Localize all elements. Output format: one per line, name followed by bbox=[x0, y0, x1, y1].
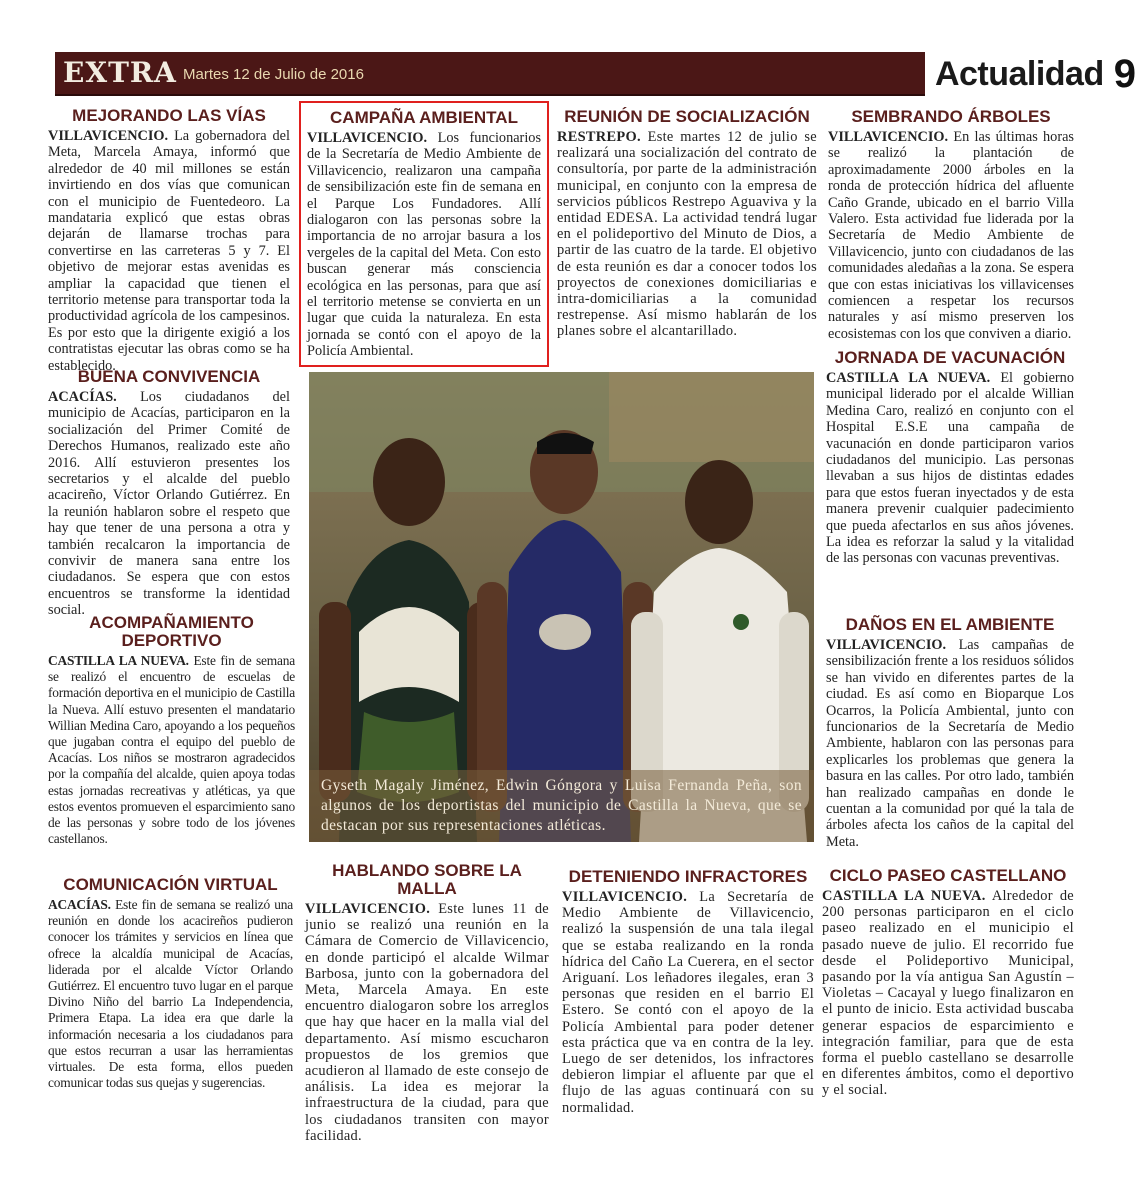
article-body bbox=[562, 889, 814, 1116]
article-mejorando-vias bbox=[48, 107, 290, 374]
article-title: COMUNICACIÓN VIRTUAL bbox=[63, 875, 278, 894]
article-jornada-vacunacion bbox=[826, 349, 1074, 567]
article-text: Este lunes 11 de junio se realizó una reunión en la Cámara de Comercio de Villavicencio, en donde participó el alcalde Wilmar Barbosa, junto con la gobernadora del Meta, Marcela Amaya. En este encuentro dialogaron sobre los arreglos que hay que hacer en la malla vial del departamento. Así mismo escucharon propuestos de los gremios que acudieron al llamado de este consejo de análisis. La idea es mejorar la infraestructura de la ciudad, para que los ciudadanos transiten con mayor facilidad. bbox=[305, 901, 549, 1144]
article-body bbox=[48, 653, 295, 847]
article-acompanamiento-deportivo bbox=[48, 614, 295, 847]
article-buena-convivencia bbox=[48, 368, 290, 619]
article-location: VILLAVICENCIO. bbox=[48, 128, 169, 144]
article-title: BUENA CONVIVENCIA bbox=[77, 367, 261, 386]
article-ciclo-paseo bbox=[822, 867, 1074, 1099]
article-location: ACACÍAS. bbox=[48, 897, 111, 912]
article-location: ACACÍAS. bbox=[48, 389, 117, 405]
article-text: Los funcionarios de la Secretaría de Medio Ambiente de Villavicencio, realizaron una campaña de sensibilización este fin de semana en el Parque Los Fundadores. Allí dialogaron con las personas sobre la importancia de no arrojar basura a los vergeles de la capital del Meta. Con esto buscan generar más consciencia ecológica en las personas, para que así el territorio metense se convierta en un lugar que cuida la naturaleza. En esta jornada se contó con el apoyo de la Policía Ambiental. bbox=[307, 130, 542, 360]
issue-date: Martes 12 de Julio de 2016 bbox=[183, 66, 364, 83]
page-number: 9 bbox=[1113, 51, 1136, 96]
article-hablando-malla bbox=[305, 862, 549, 1144]
header-bar bbox=[55, 52, 1030, 96]
article-sembrando-arboles bbox=[828, 108, 1074, 342]
article-title: HABLANDO SOBRE LA MALLA bbox=[332, 861, 522, 898]
article-body bbox=[826, 370, 1074, 567]
article-text: Este fin de semana se realizó el encuentro de escuelas de formación deportiva en el municipio de Castilla la Nueva. Allí estuvo presenten el mandatario Willian Medina Caro, apoyando a los pequeños que jugaban contra el equipo del pueblo de Acacías. Los niños se mostraron agradecidos por la compañía del alcalde, quien apoya todas estas jornadas recreativas y atléticas, ya que estos eventos promueven el esparcimiento sano de las personas y sobre todo de los jóvenes castellanos. bbox=[48, 653, 295, 847]
photo-caption: Gyseth Magaly Jiménez, Edwin Góngora y Luisa Fernanda Peña, son algunos de los deportistas del municipio de Castilla la Nueva, que se destacan por sus representaciones atléticas. bbox=[309, 770, 814, 842]
section-header bbox=[925, 52, 1136, 96]
article-location: VILLAVICENCIO. bbox=[828, 129, 949, 145]
article-title: JORNADA DE VACUNACIÓN bbox=[834, 348, 1066, 367]
article-comunicacion-virtual bbox=[48, 876, 293, 1091]
article-body bbox=[822, 888, 1074, 1099]
article-location: VILLAVICENCIO. bbox=[305, 901, 431, 917]
article-body bbox=[305, 901, 549, 1144]
article-text: La gobernadora del Meta, Marcela Amaya, informó que alrededor de 40 mil millones se están invirtiendo en dos vías que comunican con el municipio de Fuentedeoro. La mandataria explicó que estas obras dejarán de llamarse trochas para convertirse en las carreteras 5 y 7. El objetivo de mejorar estas avenidas es ampliar la capacidad que tienen el territorio metense para transportar toda la productividad agrícola de los campesinos. Es por esto que la dirigente exigió a los contratistas ejecutar las obras como se ha establecido. bbox=[48, 128, 290, 374]
article-title: DAÑOS EN EL AMBIENTE bbox=[845, 615, 1055, 634]
article-body bbox=[48, 897, 293, 1091]
article-title: CICLO PASEO CASTELLANO bbox=[829, 866, 1067, 885]
section-name: Actualidad bbox=[934, 54, 1104, 93]
article-title: REUNIÓN DE SOCIALIZACIÓN bbox=[564, 107, 810, 126]
article-reunion-socializacion bbox=[557, 108, 817, 340]
athletes-photo bbox=[309, 372, 814, 842]
article-title: DETENIENDO INFRACTORES bbox=[568, 867, 808, 886]
article-campana-ambiental bbox=[299, 101, 549, 367]
article-text: Este martes 12 de julio se realizará una socialización del contrato de consultoría, por parte de la administración municipal, en conjunto con la empresa de servicios públicos Restrepo Aguaviva y la entidad EDESA. La actividad tendrá lugar en el polideportivo del Minuto de Dios, a partir de las cuatro de la tarde. El objetivo de esta reunión es dar a conocer todos los proyectos de conexiones domiciliarias e intra-domiciliarias a la comunidad restrepense. Así mismo hablarán de los planes sobre el alcantarillado. bbox=[557, 129, 817, 340]
article-body bbox=[828, 129, 1074, 342]
article-danos-ambiente bbox=[826, 616, 1074, 850]
article-text: Alrededor de 200 personas participaron en el ciclo paseo realizado en el municipio el pasado nueve de julio. El recorrido fue desde el Polideportivo Municipal, pasando por la vía antigua San Agustín – Violetas – Cacayal y luego finalizaron en el punto de inicio. Esta actividad buscaba generar espacios de esparcimiento e integración familiar, para que de esta forma el pueblo castellano se desarrolle en diferentes ámbitos, como el deportivo y el social. bbox=[822, 888, 1074, 1099]
newspaper-logo: EXTRA bbox=[63, 56, 177, 89]
article-body bbox=[48, 389, 290, 619]
article-location: CASTILLA LA NUEVA. bbox=[48, 653, 189, 668]
article-text: Este fin de semana se realizó una reunión en donde los acacireños pudieron conocer los trámites y servicios en línea que ofrece la alcaldía municipal de Acacías, liderada por el alcalde Víctor Orlando Gutiérrez. El encuentro tuvo lugar en el parque Divino Niño del barrio La Independencia, Primera Etapa. La idea era que darle la información necesaria a los ciudadanos para que estos recurran a usar las herramientas virtuales. De esta forma, ellos pueden comunicar todas sus quejas y sugerencias. bbox=[48, 897, 293, 1091]
article-location: VILLAVICENCIO. bbox=[562, 889, 688, 905]
article-text: En las últimas horas se realizó la plantación de aproximadamente 2000 árboles en la ronda de protección hídrica del afluente Caño Grande, ubicado en el barrio Villa Valero. Esta actividad fue liderada por la Secretaría de Medio Ambiente de Villavicencio, junto con ciudadanos de las comunidades aledañas a la zona. Se espera que con estas iniciativas los villavicenses comiencen a respetar los recursos naturales y así mismo preserven los ecosistemas con los que conviven a diario. bbox=[828, 129, 1074, 342]
article-text: Los ciudadanos del municipio de Acacías, participaron en la socialización del Primer Comité de Derechos Humanos, realizado este año 2016. Allí estuvieron presentes los secretarios y el alcalde del pueblo acacireño, Víctor Orlando Gutiérrez. En la reunión hablaron sobre el respeto que hay que tener de una persona a otra y también recalcaron la importancia de convivir de manera sana entre los ciudadanos. Se espera que con estos encuentros se transforme la identidad social. bbox=[48, 389, 290, 619]
article-text: Las campañas de sensibilización frente a los residuos sólidos se han vivido en diferentes partes de la ciudad. Es así como en Bioparque Los Ocarros, la Policía Ambiental, junto con funcionarios de la Secretaría de Medio Ambiente, hablaron con las personas para explicarles los problemas que genera la basura en las calles. Por otro lado, también han realizado campañas en donde le cuentan a la comunidad por qué la tala de árboles afecta los caños de la capital del Meta. bbox=[826, 637, 1074, 850]
article-location: VILLAVICENCIO. bbox=[826, 637, 947, 653]
article-location: RESTREPO. bbox=[557, 129, 641, 145]
article-title: SEMBRANDO ÁRBOLES bbox=[851, 107, 1051, 126]
article-location: VILLAVICENCIO. bbox=[307, 130, 428, 146]
article-title: ACOMPAÑAMIENTO DEPORTIVO bbox=[89, 613, 254, 650]
article-text: La Secretaría de Medio Ambiente de Villavicencio, realizó la suspensión de una tala ilegal que se estaba realizando en la ronda hídrica del Caño La Cuerera, en el sector Ariguaní. Los leñadores ilegales, eran 3 personas que residen en el barrio El Estero. Se contó con el apoyo de la Policía Ambiental para poder detener esta práctica que va en contra de la ley. Luego de ser detenidos, los infractores debieron limpiar el afluente par que el flujo de las aguas continuará con su normalidad. bbox=[562, 889, 814, 1116]
article-location: CASTILLA LA NUEVA. bbox=[822, 888, 986, 904]
article-body bbox=[557, 129, 817, 340]
article-location: CASTILLA LA NUEVA. bbox=[826, 370, 991, 386]
article-title: CAMPAÑA AMBIENTAL bbox=[330, 108, 518, 127]
article-body bbox=[826, 637, 1074, 850]
article-title: MEJORANDO LAS VÍAS bbox=[72, 106, 266, 125]
article-text: El gobierno municipal liderado por el alcalde Willian Medina Caro, realizó en conjunto con el Hospital E.S.E una campaña de vacunación en donde participaron varios ciudadanos del municipio. Las personas llevaban a sus hijos de distintas edades para que estos fueran inyectados y de esta manera prevenir cualquier padecimiento que pueda afectarlos en sus años jóvenes. La idea es reforzar la salud y la vitalidad de las personas con vacunas preventivas. bbox=[826, 370, 1074, 567]
article-deteniendo-infractores bbox=[562, 868, 814, 1116]
article-body bbox=[48, 128, 290, 374]
article-body bbox=[307, 130, 541, 360]
